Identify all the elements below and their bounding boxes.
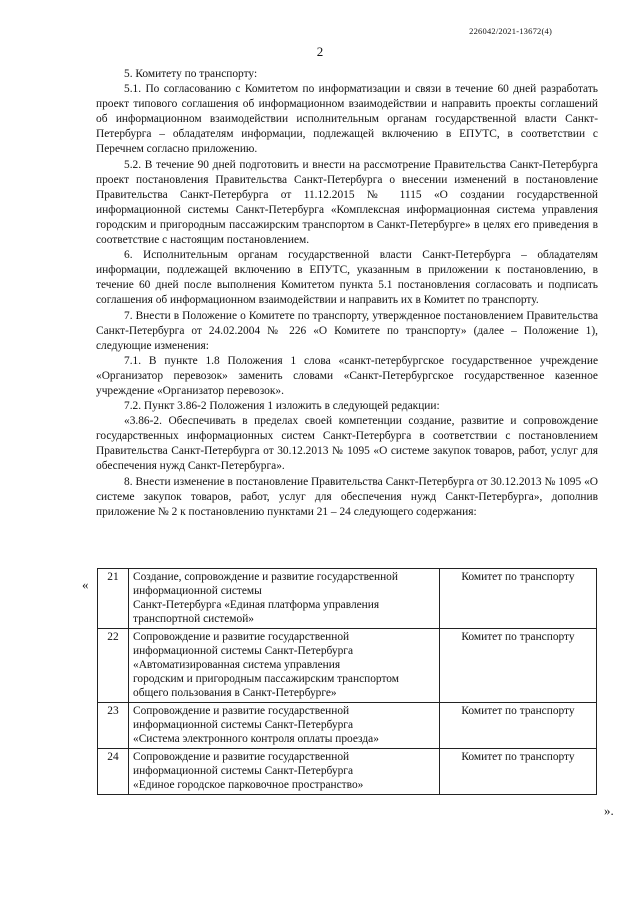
description-line: городским и пригородным пассажирским транспортом	[133, 673, 399, 685]
table-row	[98, 569, 597, 629]
paragraph-6: 6. Исполнительным органам государственной власти Санкт-Петербурга – обладателям информации, подлежащей включению в ЕПУТС, указанным в приложении к постановлению, в течение 60 дней после выполнения Комитетом пункта 5.1 постановления согласовать и подписать соглашения об информационном взаимодействии и направить их в Комитет по транспорту.	[96, 249, 598, 307]
table-opening-quote: «	[82, 577, 89, 592]
paragraph-8: 8. Внести изменение в постановление Правительства Санкт-Петербурга от 30.12.2013 № 1095 «О системе закупок товаров, работ, услуг для обеспечения нужд Санкт-Петербурга», дополнив приложение № 2 к постановлению пунктами 21 – 24 следующего содержания:	[96, 475, 598, 518]
responsible-authority: Комитет по транспорту	[440, 749, 597, 795]
description-line: Сопровождение и развитие государственной	[133, 631, 350, 643]
page-number: 2	[316, 44, 324, 59]
description-line: Сопровождение и развитие государственной	[133, 751, 350, 763]
paragraph-5: 5. Комитету по транспорту:	[124, 68, 258, 80]
description-line: информационной системы Санкт-Петербурга	[133, 719, 354, 731]
paragraph-7-1: 7.1. В пункте 1.8 Положения 1 слова «санкт-петербургское государственное учреждение «Организатор перевозок» заменить словами «Санкт-Петербургское государственное казенное учреждение «Организатор перевозок».	[96, 354, 598, 397]
paragraph-7-2: 7.2. Пункт 3.86-2 Положения 1 изложить в следующей редакции:	[124, 400, 440, 413]
table-row	[98, 749, 597, 795]
appendix-table	[97, 568, 597, 795]
system-description	[129, 749, 440, 795]
responsible-authority: Комитет по транспорту	[440, 569, 597, 629]
description-line: «Система электронного контроля оплаты проезда»	[133, 733, 379, 745]
table-row	[98, 703, 597, 749]
table-closing-quote: ».	[604, 803, 614, 818]
row-number: 23	[98, 703, 129, 749]
paragraph-7: 7. Внести в Положение о Комитете по транспорту, утвержденное постановлением Правительства Санкт-Петербурга от 24.02.2004 № 226 «О Комитете по транспорту» (далее – Положение 1), следующие изменения:	[96, 309, 598, 352]
document-registration-number: 226042/2021-13672(4)	[469, 26, 552, 36]
description-line: общего пользования в Санкт-Петербурге»	[133, 687, 337, 699]
description-line: Санкт-Петербурга «Единая платформа управления	[133, 599, 380, 611]
description-line: информационной системы	[133, 585, 262, 597]
system-description	[129, 569, 440, 629]
row-number: 21	[98, 569, 129, 629]
responsible-authority: Комитет по транспорту	[440, 629, 597, 703]
description-line: «Единое городское парковочное пространство»	[133, 779, 364, 791]
document-body	[96, 67, 598, 520]
table-row	[98, 629, 597, 703]
description-line: транспортной системой»	[133, 613, 255, 625]
description-line: информационной системы Санкт-Петербурга	[133, 645, 354, 657]
responsible-authority: Комитет по транспорту	[440, 703, 597, 749]
system-description	[129, 703, 440, 749]
row-number: 24	[98, 749, 129, 795]
description-line: информационной системы Санкт-Петербурга	[133, 765, 354, 777]
paragraph-5-1: 5.1. По согласованию с Комитетом по информатизации и связи в течение 60 дней разработать проект типового соглашения об информационном взаимодействии и направить проекты соглашений об информационном взаимодействии исполнительным органам государственной власти Санкт-Петербурга – обладателям информации, подлежащей включению в ЕПУТС, в соответствии с Перечнем согласно приложению.	[96, 83, 598, 156]
paragraph-3-86-2-quote: «3.86-2. Обеспечивать в пределах своей компетенции создание, развитие и сопровождение государственных информационных систем Санкт-Петербурга в соответствии с постановлением Правительства Санкт-Петербурга от 30.12.2013 № 1095 «О системе закупок товаров, работ, услуг для обеспечения нужд Санкт-Петербурга».	[96, 415, 598, 473]
system-description	[129, 629, 440, 703]
paragraph-5-2: 5.2. В течение 90 дней подготовить и внести на рассмотрение Правительства Санкт-Петербурга проект постановления Правительства Санкт-Петербурга о внесении изменений в постановление Правительства Санкт-Петербурга от 11.12.2015 № 1115 «О создании государственной информационной системы Санкт-Петербурга «Комплексная информационная система управления городским и пригородным пассажирским транспортом в Санкт-Петербурге» в целях его приведения в соответствие с настоящим постановлением.	[96, 158, 598, 247]
description-line: Сопровождение и развитие государственной	[133, 705, 350, 717]
description-line: «Автоматизированная система управления	[133, 659, 341, 671]
row-number: 22	[98, 629, 129, 703]
description-line: Создание, сопровождение и развитие государственной	[133, 571, 398, 583]
